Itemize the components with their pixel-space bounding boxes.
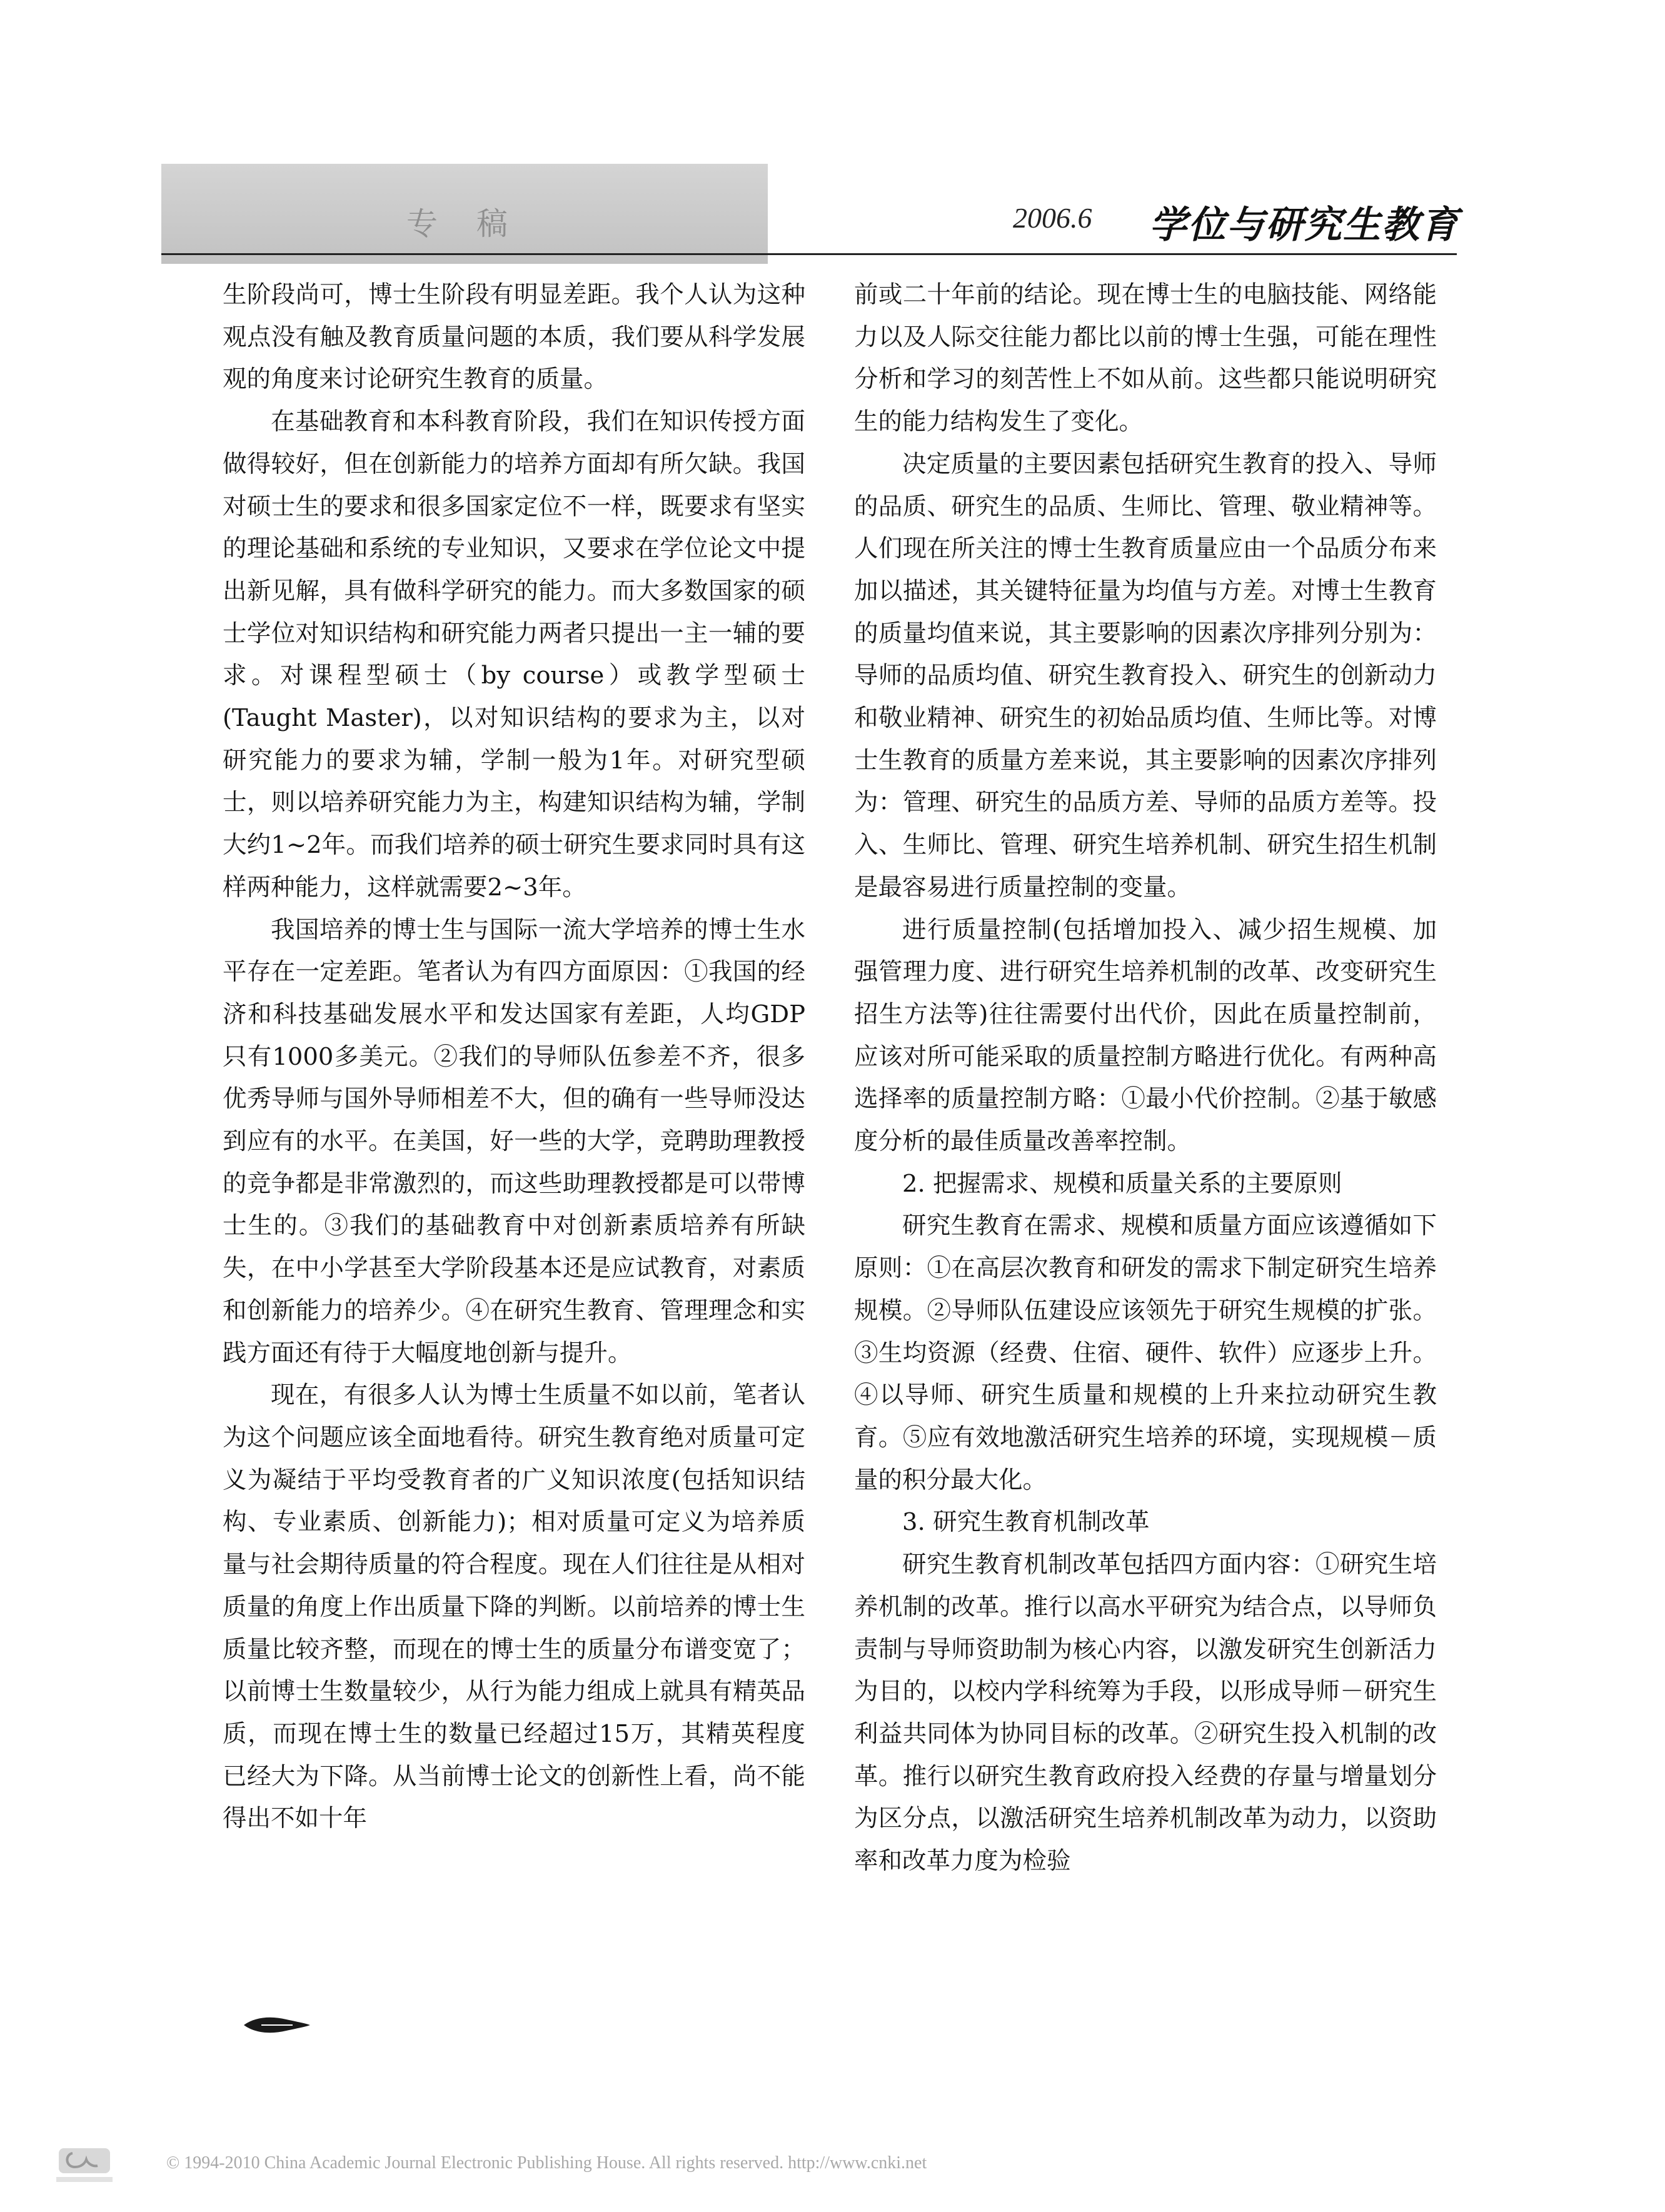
header-rule (161, 253, 1457, 255)
paragraph: 在基础教育和本科教育阶段，我们在知识传授方面做得较好，但在创新能力的培养方面却有所欠缺。我国对硕士生的要求和很多国家定位不一样，既要求有坚实的理论基础和系统的专业知识，又要求在学位论文中提出新见解，具有做科学研究的能力。而大多数国家的硕士学位对知识结构和研究能力两者只提出一主一辅的要求。对课程型硕士（by course）或教学型硕士(Taught Master)，以对知识结构的要求为主，以对研究能力的要求为辅，学制一般为1年。对研究型硕士，则以培养研究能力为主，构建知识结构为辅，学制大约1~2年。而我们培养的硕士研究生要求同时具有这样两种能力，这样就需要2~3年。 (223, 408, 805, 902)
journal-name: 学位与研究生教育 (1149, 203, 1459, 247)
cnki-logo-icon (54, 2146, 115, 2184)
paragraph: 进行质量控制(包括增加投入、减少招生规模、加强管理力度、进行研究生培养机制的改革、改变研究生招生方法等)往往需要付出代价，因此在质量控制前，应该对所可能采取的质量控制方略进行优化。有两种高选择率的质量控制方略：①最小代价控制。②基于敏感度分析的最佳质量改善率控制。 (854, 915, 1437, 1156)
copyright-footer: © 1994-2010 China Academic Journal Electronic Publishing House. All rights reserved. http://www.cnki.net (166, 2153, 927, 2173)
paragraph: 研究生教育在需求、规模和质量方面应该遵循如下原则：①在高层次教育和研发的需求下制定研究生培养规模。②导师队伍建设应该领先于研究生规模的扩张。③生均资源（经费、住宿、硬件、软件）应逐步上升。④以导师、研究生质量和规模的上升来拉动研究生教育。⑤应有效地激活研究生培养的环境，实现规模－质量的积分最大化。 (854, 1212, 1437, 1494)
page-ornament-icon (243, 2014, 311, 2036)
left-column (223, 274, 805, 1840)
paragraph: 我国培养的博士生与国际一流大学培养的博士生水平存在一定差距。笔者认为有四方面原因：①我国的经济和科技基础发展水平和发达国家有差距，人均GDP只有1000多美元。②我们的导师队伍参差不齐，很多优秀导师与国外导师相差不大，但的确有一些导师没达到应有的水平。在美国，好一些的大学，竞聘助理教授的竞争都是非常激烈的，而这些助理教授都是可以带博士生的。③我们的基础教育中对创新素质培养有所缺失，在中小学甚至大学阶段基本还是应试教育，对素质和创新能力的培养少。④在研究生教育、管理理念和实践方面还有待于大幅度地创新与提升。 (223, 915, 805, 1367)
paragraph: 现在，有很多人认为博士生质量不如以前，笔者认为这个问题应该全面地看待。研究生教育绝对质量可定义为凝结于平均受教育者的广义知识浓度(包括知识结构、专业素质、创新能力)；相对质量可定义为培养质量与社会期待质量的符合程度。现在人们往往是从相对质量的角度上作出质量下降的判断。以前培养的博士生质量比较齐整，而现在的博士生的质量分布谱变宽了；以前博士生数量较少，从行为能力组成上就具有精英品质，而现在博士生的数量已经超过15万，其精英程度已经大为下降。从当前博士论文的创新性上看，尚不能得出不如十年 (223, 1381, 805, 1833)
paragraph: 生阶段尚可，博士生阶段有明显差距。我个人认为这种观点没有触及教育质量问题的本质，我们要从科学发展观的角度来讨论研究生教育的质量。 (223, 281, 805, 394)
section-heading: 3. 研究生教育机制改革 (902, 1508, 1150, 1537)
paragraph: 决定质量的主要因素包括研究生教育的投入、导师的品质、研究生的品质、生师比、管理、敬业精神等。人们现在所关注的博士生教育质量应由一个品质分布来加以描述，其关键特征量为均值与方差。对博士生教育的质量均值来说，其主要影响的因素次序排列分别为：导师的品质均值、研究生教育投入、研究生的创新动力和敬业精神、研究生的初始品质均值、生师比等。对博士生教育的质量方差来说，其主要影响的因素次序排列为：管理、研究生的品质方差、导师的品质方差等。投入、生师比、管理、研究生培养机制、研究生招生机制是最容易进行质量控制的变量。 (854, 450, 1437, 902)
right-column (854, 274, 1437, 1883)
paragraph: 前或二十年前的结论。现在博士生的电脑技能、网络能力以及人际交往能力都比以前的博士生强，可能在理性分析和学习的刻苦性上不如从前。这些都只能说明研究生的能力结构发生了变化。 (854, 281, 1437, 436)
paragraph: 研究生教育机制改革包括四方面内容：①研究生培养机制的改革。推行以高水平研究为结合点，以导师负责制与导师资助制为核心内容，以激发研究生创新活力为目的，以校内学科统筹为手段，以形成导师－研究生利益共同体为协同目标的改革。②研究生投入机制的改革。推行以研究生教育政府投入经费的存量与增量划分为区分点，以激活研究生培养机制改革为动力，以资助率和改革力度为检验 (854, 1551, 1437, 1876)
section-tag: 专稿 (406, 206, 546, 242)
issue-date: 2006.6 (1013, 202, 1092, 234)
section-heading: 2. 把握需求、规模和质量关系的主要原则 (902, 1169, 1342, 1198)
